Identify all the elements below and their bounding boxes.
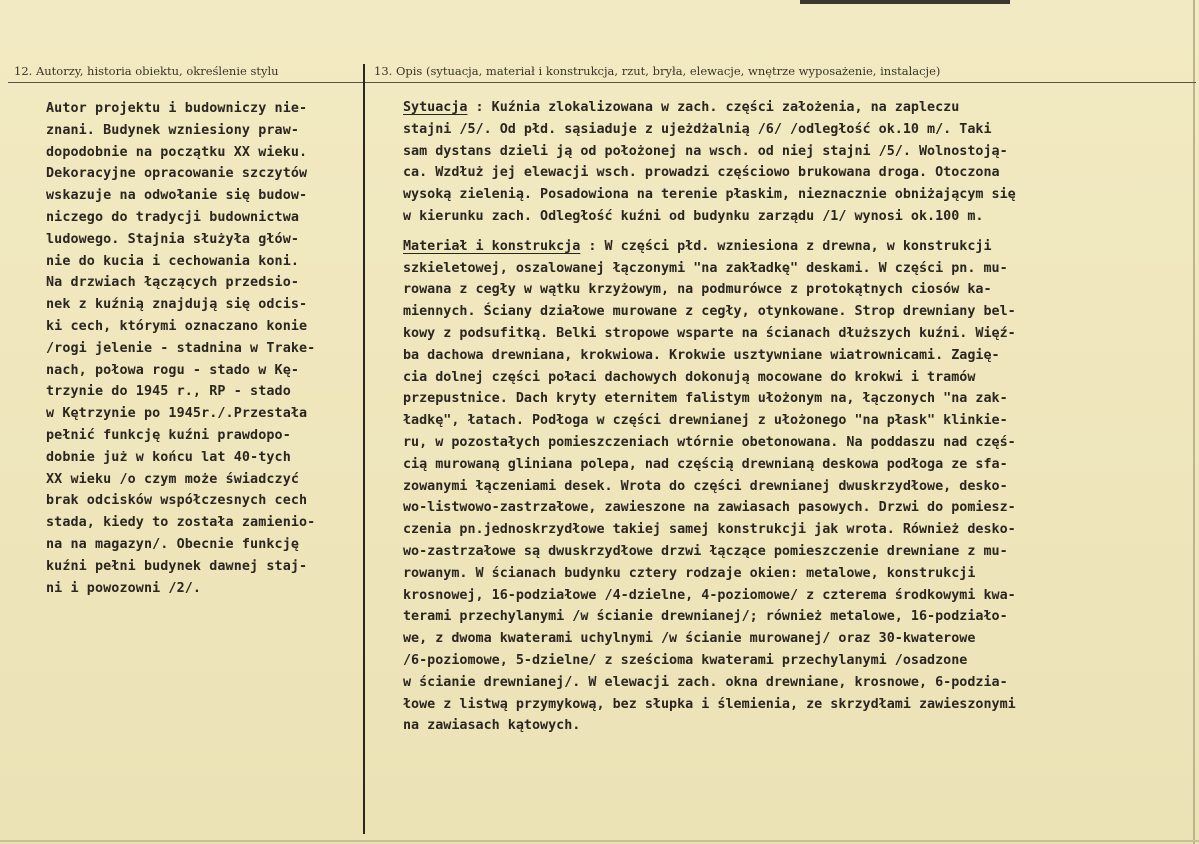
section-12-header: 12. Autorzy, historia obiektu, określenie stylu [14,64,279,78]
material-line: kowy z podsufitką. Belki stropowe wsparte na ścianach dłuższych kuźni. Więź- [403,325,1016,341]
material-line: zowanymi łączeniami desek. Wrota do części drewnianej dwuskrzydłowe, desko- [403,478,1008,494]
history-line: nek z kuźnią znajdują się odcis- [46,297,308,313]
history-line: XX wieku /o czym może świadczyć [46,471,300,487]
material-line: ba dachowa drewniana, krokwiowa. Krokwie usztywniane wiatrownicami. Zagię- [403,347,1000,363]
material-line: ładkę", łatach. Podłoga w części drewnianej z ułożonego "na płask" klinkie- [403,413,1008,429]
material-line: szkieletowej, oszalowanej łączonymi "na zakładkę" deskami. W części pn. mu- [403,260,1008,276]
history-line: brak odcisków współczesnych cech [46,493,308,509]
sytuacja-line: ca. Wzdłuż jej elewacji wsch. prowadzi częściowo brukowana droga. Otoczona [403,165,1000,181]
sytuacja-heading: Sytuacja [403,100,468,115]
history-line: stada, kiedy to została zamienio- [46,515,316,531]
history-line: ludowego. Stajnia służyła głów- [46,231,300,247]
material-section [403,236,1163,737]
sytuacja-line: w kierunku zach. Odległość kuźni od budynku zarządu /1/ wynosi ok.100 m. [403,208,984,224]
sytuacja-section [403,97,1163,228]
sytuacja-line: sam dystans dzieli ją od położonej na wsch. od niej stajni /5/. Wolnostoją- [403,143,1008,159]
right-edge [1193,0,1195,844]
material-line: rowanym. W ścianach budynku cztery rodzaje okien: metalowe, konstrukcji [403,565,976,581]
history-line: Na drzwiach łączących przedsio- [46,275,300,291]
material-line: rowana z cegły w wątku krzyżowym, na podmurówce z protokątnych ciosów ka- [403,282,992,298]
material-line: krosnowej, 16-podziałowe /4-dzielne, 4-poziomowe/ z czterema środkowymi kwa- [403,587,1016,603]
top-edge-mark [800,0,1010,4]
history-line: kuźni pełni budynek dawnej staj- [46,558,308,574]
material-line: cia dolnej części połaci dachowych dokonują mocowane do krokwi i tramów [403,369,976,385]
column-divider [363,64,365,834]
material-line: przepustnice. Dach kryty eternitem falistym ułożonym na, łączonych "na zak- [403,391,1008,407]
material-line: czenia pn.jednoskrzydłowe takiej samej konstrukcji jak wrota. Również desko- [403,522,1016,538]
material-first-line [403,236,1163,258]
history-line: nach, połowa rogu - stado w Kę- [46,362,300,378]
header-divider [8,82,1196,83]
material-line: w ścianie drewnianej/. W elewacji zach. okna drewniane, krosnowe, 6-podzia- [403,674,1008,690]
history-line: na na magazyn/. Obecnie funkcję [46,536,300,552]
material-line-rest: : W części płd. wzniesiona z drewna, w konstrukcji [580,238,992,254]
material-heading: Materiał i konstrukcja [403,238,581,254]
description-text [403,97,1163,737]
material-line: na zawiasach kątowych. [403,718,581,734]
material-line: terami przechylanymi /w ścianie drewnianej/; również metalowe, 16-podziało- [403,609,1008,625]
history-line: dobnie już w końcu lat 40-tych [46,449,291,465]
history-line: ki cech, którymi oznaczano konie [46,318,308,334]
material-line: miennych. Ściany działowe murowane z cegły, otynkowane. Strop drewniany bel- [403,304,1016,320]
history-line: dopodobnie na początku XX wieku. [46,144,308,160]
bottom-edge [0,840,1199,842]
history-line: /rogi jelenie - stadnina w Trake- [46,340,316,356]
sytuacja-first-line [403,97,1163,119]
history-line: pełnić funkcję kuźni prawdopo- [46,427,291,443]
history-line: niczego do tradycji budownictwa [46,209,300,225]
history-line: znani. Budynek wzniesiony praw- [46,122,300,138]
history-line: w Kętrzynie po 1945r./.Przestała [46,406,308,422]
material-line: cią murowaną gliniana polepa, nad częścią drewnianą deskowa podłoga ze sfa- [403,456,1008,472]
history-line: Autor projektu i budowniczy nie- [46,101,308,116]
section-13-header: 13. Opis (sytuacja, materiał i konstrukcja, rzut, bryła, elewacje, wnętrze wyposażenie, instalacje) [374,64,941,78]
material-line: wo-listwowo-zastrzałowe, zawieszone na zawiasach pasowych. Drzwi do pomiesz- [403,500,1016,516]
history-line: nie do kucia i cechowania koni. [46,253,300,269]
history-line: ni i powozowni /2/. [46,580,202,596]
history-line: Dekoracyjne opracowanie szczytów [46,166,308,182]
material-line: łowe z listwą przymykową, bez słupka i ślemienia, ze skrzydłami zawieszonymi [403,696,1016,712]
history-text [46,98,358,599]
material-line: /6-poziomowe, 5-dzielne/ z sześcioma kwaterami przechylanymi /osadzone [403,652,968,668]
history-line: trzynie do 1945 r., RP - stado [46,384,291,400]
sytuacja-line-rest: : Kuźnia zlokalizowana w zach. części założenia, na zapleczu [467,100,960,115]
material-line: ru, w pozostałych pomieszczeniach wtórnie obetonowana. Na poddaszu nad częś- [403,434,1016,450]
material-line: wo-zastrzałowe są dwuskrzydłowe drzwi łączące pomieszczenie drewniane z mu- [403,543,1008,559]
history-line: wskazuje na odwołanie się budow- [46,188,308,204]
sytuacja-line: wysoką zielenią. Posadowiona na terenie płaskim, nieznacznie obniżającym się [403,187,1016,203]
sytuacja-line: stajni /5/. Od płd. sąsiaduje z ujeżdżalnią /6/ /odległość ok.10 m/. Taki [403,121,992,137]
material-line: we, z dwoma kwaterami uchylnymi /w ścianie murowanej/ oraz 30-kwaterowe [403,631,976,647]
